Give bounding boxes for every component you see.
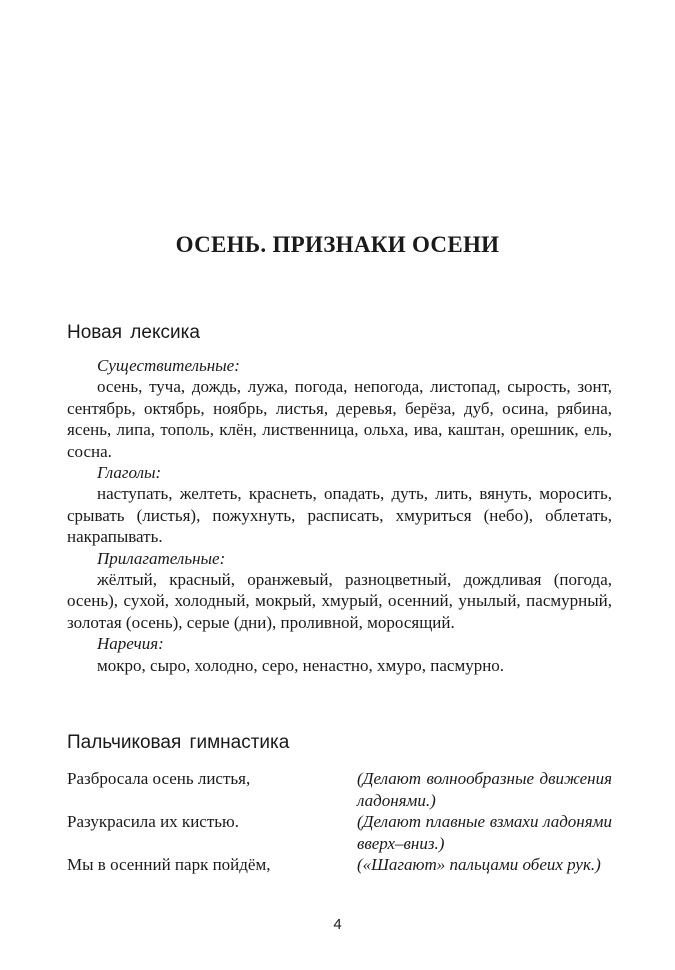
category-nouns-words: осень, туча, дождь, лужа, погода, непогода, листопад, сырость, зонт, сентябрь, октябрь, ноябрь, листья, деревья, берёза, дуб, осина, рябина, ясень, липа, тополь, клён, лиственница, ольха, ива, каштан, орешник, ель, сосна. — [67, 377, 612, 461]
poem-line: Мы в осенний парк пойдём, — [67, 855, 271, 874]
category-verbs-label: Глаголы: — [97, 463, 162, 483]
poem-row — [67, 768, 612, 811]
category-adverbs-words: мокро, сыро, холодно, серо, ненастно, хмуро, пасмурно. — [97, 655, 505, 675]
poem-action: (Делают волнообразные движения ладонями.) — [357, 769, 612, 810]
lexicon-section — [67, 355, 612, 676]
gymnastics-heading: Пальчиковая гимнастика — [67, 732, 290, 753]
chapter-title: ОСЕНЬ. ПРИЗНАКИ ОСЕНИ — [175, 232, 500, 257]
page-number: 4 — [333, 916, 342, 933]
category-adjectives-label: Прилагательные: — [97, 548, 226, 568]
poem-line: Разбросала осень листья, — [67, 769, 251, 788]
category-adverbs-label: Наречия: — [97, 634, 164, 654]
category-nouns-label: Существительные: — [97, 356, 240, 375]
poem-row — [67, 811, 612, 854]
poem-action: (Делают плавные взмахи ладонями вверх–вниз.) — [357, 812, 612, 853]
poem-row — [67, 854, 612, 876]
lexicon-heading: Новая лексика — [67, 322, 200, 343]
poem-line: Разукрасила их кистью. — [67, 812, 239, 831]
category-adjectives-words: жёлтый, красный, оранжевый, разноцветный, дождливая (погода, осень), сухой, холодный, мокрый, хмурый, осенний, унылый, пасмурный, золотая (осень), серые (дни), проливной, моросящий. — [67, 570, 612, 632]
category-verbs-words: наступать, желтеть, краснеть, опадать, дуть, лить, вянуть, моросить, срывать (листья), пожухнуть, расписать, хмуриться (небо), облетать, накрапывать. — [67, 484, 612, 547]
poem-action: («Шагают» пальцами обеих рук.) — [357, 855, 601, 874]
gymnastics-poem — [67, 768, 612, 876]
